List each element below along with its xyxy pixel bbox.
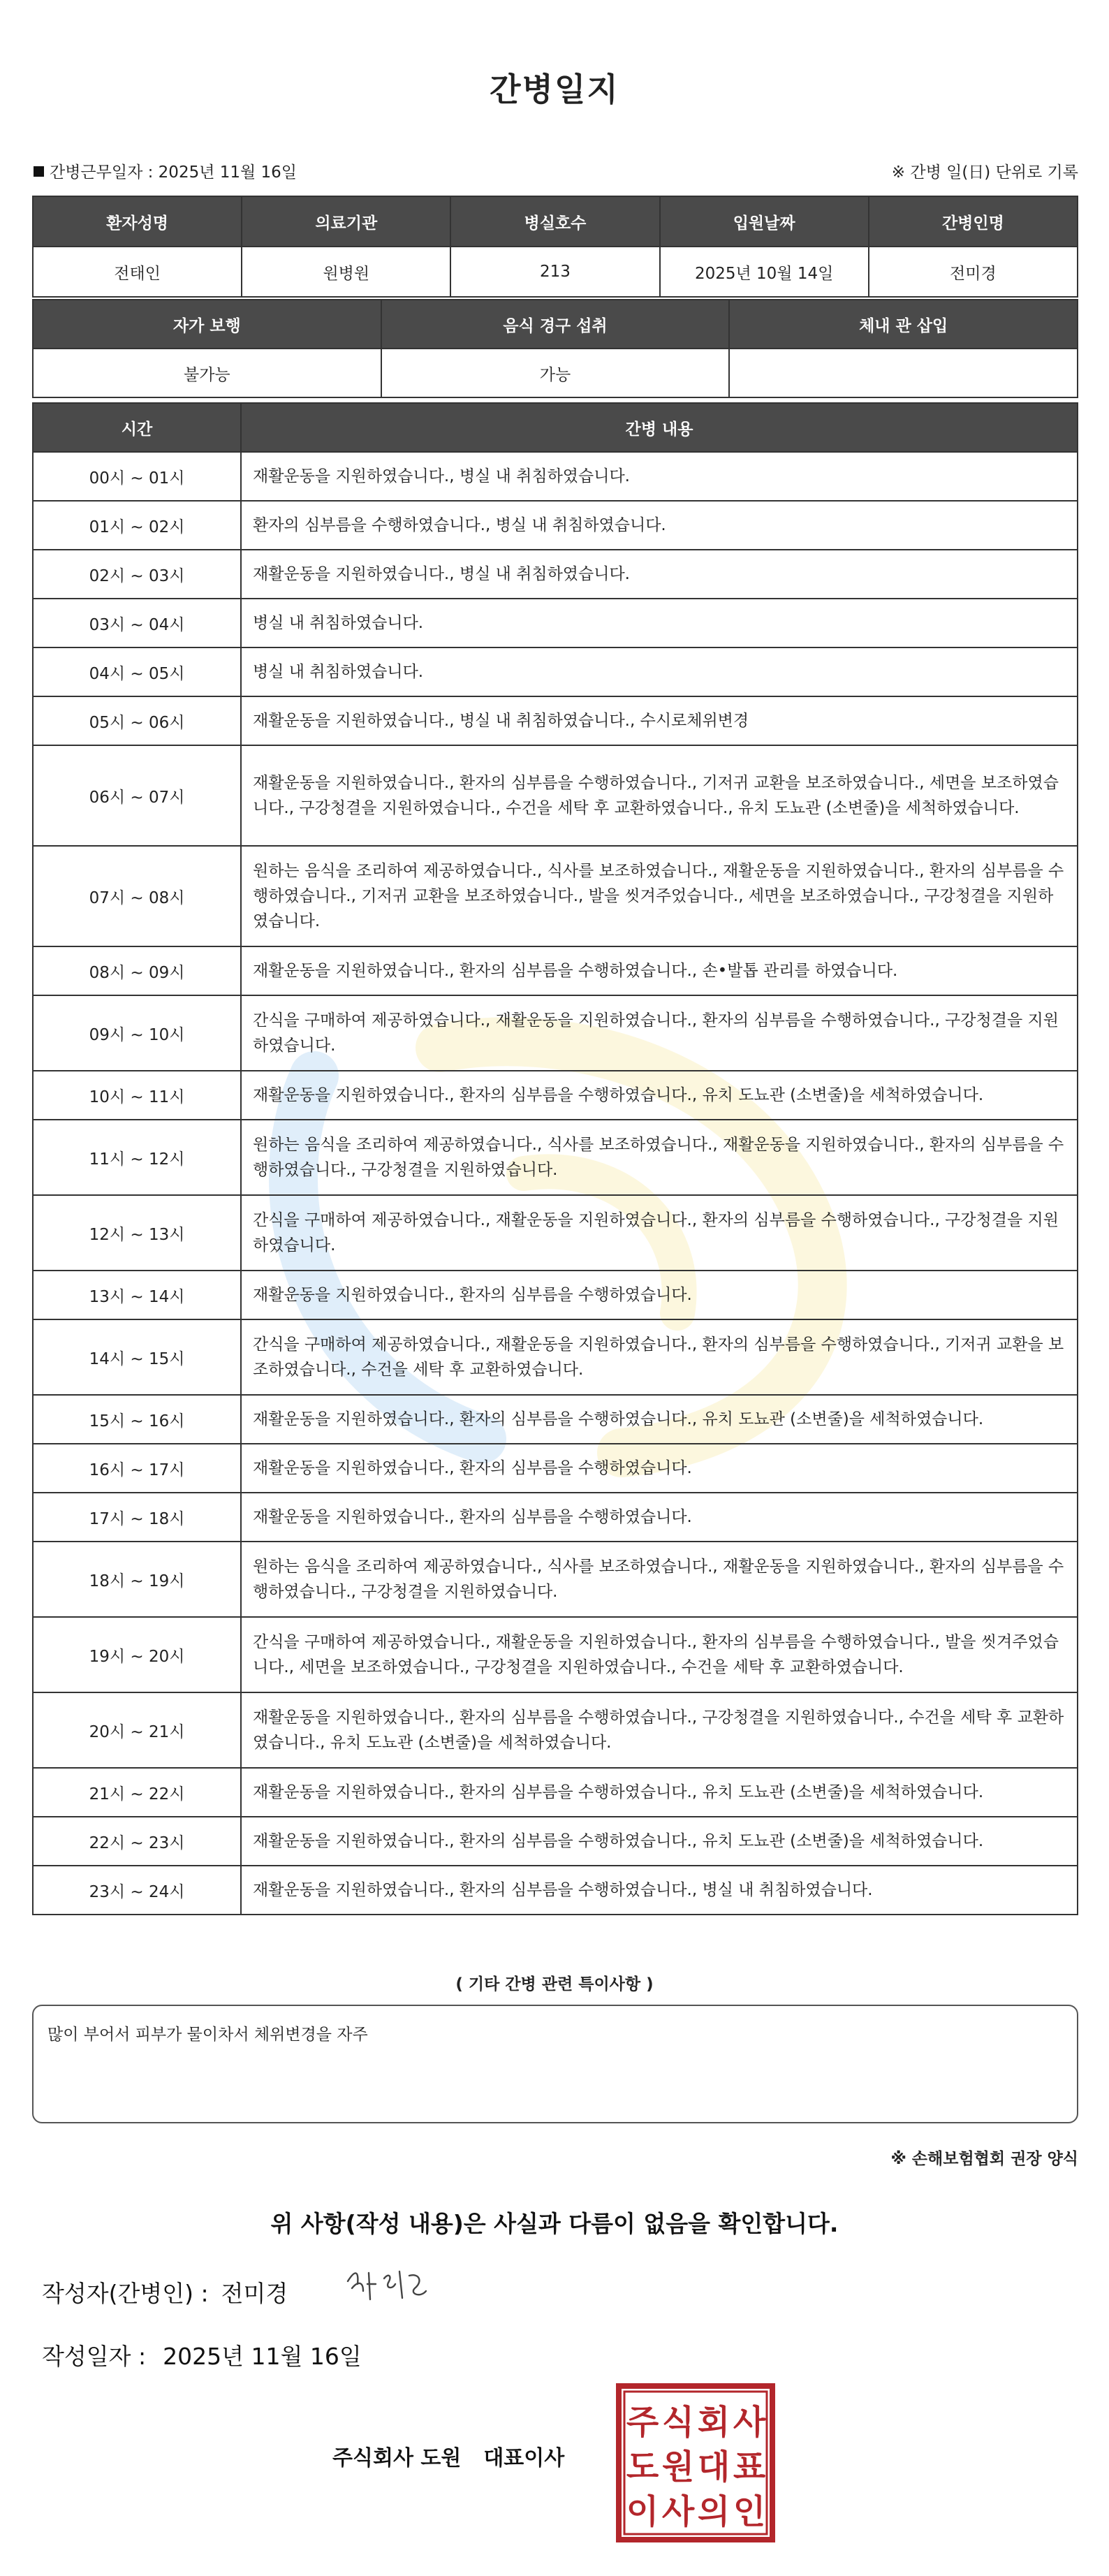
log-time: 18시 ~ 19시 <box>33 1542 241 1617</box>
log-row <box>33 452 1078 501</box>
log-row <box>33 946 1078 995</box>
room-number: 213 <box>450 247 659 297</box>
seal-char: 의 <box>697 2492 730 2531</box>
log-row <box>33 550 1078 599</box>
log-row <box>33 995 1078 1071</box>
log-time: 02시 ~ 03시 <box>33 550 241 599</box>
writer-label: 작성자(간병인) : <box>42 2280 209 2307</box>
status-value-row <box>33 349 1078 397</box>
log-time: 08시 ~ 09시 <box>33 946 241 995</box>
log-time: 22시 ~ 23시 <box>33 1817 241 1866</box>
confirmation-statement: 위 사항(작성 내용)은 사실과 다름이 없음을 확인합니다. <box>270 2210 839 2237</box>
seal-char: 인 <box>733 2492 766 2531</box>
log-row <box>33 846 1078 946</box>
seal-char: 사 <box>733 2403 766 2442</box>
work-date-label: 간병근무일자 : 2025년 11월 16일 <box>50 163 298 182</box>
writer-name: 전미경 <box>221 2280 288 2307</box>
log-time: 09시 ~ 10시 <box>33 995 241 1071</box>
notes-title: ( 기타 간병 관련 특이사항 ) <box>455 1975 654 1993</box>
form-note: ※ 손해보험협회 권장 양식 <box>890 2150 1078 2168</box>
log-row <box>33 1692 1078 1768</box>
status-header: 음식 경구 섭취 <box>381 300 730 349</box>
company-rep: 대표이사 <box>483 2446 565 2471</box>
patient-name: 전태인 <box>33 247 242 297</box>
log-time: 11시 ~ 12시 <box>33 1120 241 1195</box>
log-body <box>33 452 1078 1915</box>
status-header: 체내 관 삽입 <box>729 300 1078 349</box>
time-header: 시간 <box>33 403 241 452</box>
log-row <box>33 1319 1078 1395</box>
log-time: 04시 ~ 05시 <box>33 647 241 696</box>
seal-char: 주 <box>626 2403 659 2442</box>
log-row <box>33 1817 1078 1866</box>
log-time: 23시 ~ 24시 <box>33 1866 241 1915</box>
written-date-line <box>42 2339 362 2371</box>
log-time: 20시 ~ 21시 <box>33 1692 241 1768</box>
log-time: 10시 ~ 11시 <box>33 1071 241 1120</box>
info-header: 입원날짜 <box>660 196 869 247</box>
log-content: 병실 내 취침하였습니다. <box>241 647 1078 696</box>
seal-char: 대 <box>697 2447 730 2487</box>
patient-status-table <box>32 299 1078 398</box>
log-content: 간식을 구매하여 제공하였습니다., 재활운동을 지원하였습니다., 환자의 심부름을 수행하였습니다., 기저귀 교환을 보조하였습니다., 수건을 세탁 후 교환하였습니다. <box>241 1319 1078 1395</box>
log-content: 재활운동을 지원하였습니다., 환자의 심부름을 수행하였습니다., 유치 도뇨관 (소변줄)을 세척하였습니다. <box>241 1395 1078 1444</box>
log-content: 재활운동을 지원하였습니다., 병실 내 취침하였습니다. <box>241 452 1078 501</box>
log-row <box>33 1866 1078 1915</box>
info-header: 의료기관 <box>242 196 450 247</box>
log-content: 원하는 음식을 조리하여 제공하였습니다., 식사를 보조하였습니다., 재활운동을 지원하였습니다., 환자의 심부름을 수행하였습니다., 구강청결을 지원하였습니다. <box>241 1542 1078 1617</box>
log-content: 재활운동을 지원하였습니다., 환자의 심부름을 수행하였습니다. <box>241 1444 1078 1493</box>
unit-note: ※ 간병 일(日) 단위로 기록 <box>891 163 1078 182</box>
log-content: 간식을 구매하여 제공하였습니다., 재활운동을 지원하였습니다., 환자의 심부름을 수행하였습니다., 구강청결을 지원하였습니다. <box>241 1195 1078 1271</box>
company-line <box>332 2440 564 2471</box>
notes-text: 많이 부어서 피부가 물이차서 체위변경을 자주 <box>47 2026 368 2044</box>
log-content: 재활운동을 지원하였습니다., 환자의 심부름을 수행하였습니다., 유치 도뇨관 (소변줄)을 세척하였습니다. <box>241 1071 1078 1120</box>
oral-intake: 가능 <box>381 349 730 397</box>
writer-line <box>42 2276 288 2308</box>
log-content: 재활운동을 지원하였습니다., 환자의 심부름을 수행하였습니다. <box>241 1493 1078 1542</box>
log-content: 재활운동을 지원하였습니다., 병실 내 취침하였습니다., 수시로체위변경 <box>241 696 1078 745</box>
log-row <box>33 1493 1078 1542</box>
care-log-table <box>32 402 1078 1915</box>
info-header: 간병인명 <box>869 196 1078 247</box>
notes-box <box>32 2005 1078 2123</box>
log-content: 간식을 구매하여 제공하였습니다., 재활운동을 지원하였습니다., 환자의 심부름을 수행하였습니다., 구강청결을 지원하였습니다. <box>241 995 1078 1071</box>
log-time: 01시 ~ 02시 <box>33 501 241 550</box>
log-content: 재활운동을 지원하였습니다., 환자의 심부름을 수행하였습니다., 기저귀 교환을 보조하였습니다., 세면을 보조하였습니다., 구강청결을 지원하였습니다., 수건을 세탁 후 교환하였습니다., 유치 도뇨관 (소변줄)을 세척하였습니다. <box>241 745 1078 846</box>
log-time: 16시 ~ 17시 <box>33 1444 241 1493</box>
log-content: 간식을 구매하여 제공하였습니다., 재활운동을 지원하였습니다., 환자의 심부름을 수행하였습니다., 발을 씻겨주었습니다., 세면을 보조하였습니다., 구강청결을 지원하였습니다., 수건을 세탁 후 교환하였습니다. <box>241 1617 1078 1692</box>
log-time: 05시 ~ 06시 <box>33 696 241 745</box>
log-row <box>33 599 1078 647</box>
status-header-row <box>33 300 1078 349</box>
log-row <box>33 1195 1078 1271</box>
tube-insertion <box>729 349 1078 397</box>
seal-char: 이 <box>626 2492 659 2531</box>
log-time: 00시 ~ 01시 <box>33 452 241 501</box>
self-walking: 불가능 <box>33 349 381 397</box>
seal-char: 원 <box>661 2447 695 2487</box>
log-time: 12시 ~ 13시 <box>33 1195 241 1271</box>
seal-char: 표 <box>733 2447 766 2487</box>
log-row <box>33 1768 1078 1817</box>
page-title: 간병일지 <box>490 71 619 108</box>
seal-char: 식 <box>661 2403 695 2442</box>
log-row <box>33 501 1078 550</box>
log-row <box>33 1120 1078 1195</box>
seal-char: 회 <box>697 2403 730 2442</box>
log-time: 07시 ~ 08시 <box>33 846 241 946</box>
log-time: 17시 ~ 18시 <box>33 1493 241 1542</box>
company-name: 주식회사 도원 <box>332 2446 462 2471</box>
log-content: 재활운동을 지원하였습니다., 환자의 심부름을 수행하였습니다. <box>241 1271 1078 1319</box>
info-header: 병실호수 <box>450 196 659 247</box>
log-row <box>33 1071 1078 1120</box>
company-seal-stamp <box>615 2382 777 2544</box>
content-header: 간병 내용 <box>241 403 1078 452</box>
seal-char: 사 <box>661 2492 695 2531</box>
log-row <box>33 1444 1078 1493</box>
log-time: 15시 ~ 16시 <box>33 1395 241 1444</box>
log-time: 21시 ~ 22시 <box>33 1768 241 1817</box>
info-value-row <box>33 247 1078 297</box>
log-header-row <box>33 403 1078 452</box>
log-time: 03시 ~ 04시 <box>33 599 241 647</box>
log-content: 재활운동을 지원하였습니다., 환자의 심부름을 수행하였습니다., 구강청결을 지원하였습니다., 수건을 세탁 후 교환하였습니다., 유치 도뇨관 (소변줄)을 세척하였습니다. <box>241 1692 1078 1768</box>
log-row <box>33 1395 1078 1444</box>
log-row <box>33 1617 1078 1692</box>
status-header: 자가 보행 <box>33 300 381 349</box>
log-content: 재활운동을 지원하였습니다., 환자의 심부름을 수행하였습니다., 유치 도뇨관 (소변줄)을 세척하였습니다. <box>241 1768 1078 1817</box>
info-header: 환자성명 <box>33 196 242 247</box>
hospital: 원병원 <box>242 247 450 297</box>
log-row <box>33 696 1078 745</box>
seal-char: 도 <box>626 2447 659 2487</box>
signature-image <box>342 2260 433 2309</box>
log-time: 13시 ~ 14시 <box>33 1271 241 1319</box>
log-content: 재활운동을 지원하였습니다., 환자의 심부름을 수행하였습니다., 손•발톱 관리를 하였습니다. <box>241 946 1078 995</box>
log-content: 재활운동을 지원하였습니다., 병실 내 취침하였습니다. <box>241 550 1078 599</box>
log-row <box>33 745 1078 846</box>
written-date-label: 작성일자 : <box>42 2343 147 2370</box>
written-date-value: 2025년 11월 16일 <box>163 2343 362 2370</box>
log-content: 재활운동을 지원하였습니다., 환자의 심부름을 수행하였습니다., 유치 도뇨관 (소변줄)을 세척하였습니다. <box>241 1817 1078 1866</box>
log-content: 환자의 심부름을 수행하였습니다., 병실 내 취침하였습니다. <box>241 501 1078 550</box>
caregiver-name: 전미경 <box>869 247 1078 297</box>
log-content: 병실 내 취침하였습니다. <box>241 599 1078 647</box>
log-time: 14시 ~ 15시 <box>33 1319 241 1395</box>
info-header-row <box>33 196 1078 247</box>
log-row <box>33 1542 1078 1617</box>
work-date <box>34 159 297 182</box>
log-content: 원하는 음식을 조리하여 제공하였습니다., 식사를 보조하였습니다., 재활운동을 지원하였습니다., 환자의 심부름을 수행하였습니다., 구강청결을 지원하였습니다. <box>241 1120 1078 1195</box>
log-time: 19시 ~ 20시 <box>33 1617 241 1692</box>
log-row <box>33 1271 1078 1319</box>
log-row <box>33 647 1078 696</box>
log-content: 원하는 음식을 조리하여 제공하였습니다., 식사를 보조하였습니다., 재활운동을 지원하였습니다., 환자의 심부름을 수행하였습니다., 기저귀 교환을 보조하였습니다., 발을 씻겨주었습니다., 세면을 보조하였습니다., 구강청결을 지원하였습니다. <box>241 846 1078 946</box>
square-bullet-icon <box>34 166 44 177</box>
patient-info-table <box>32 196 1078 298</box>
log-content: 재활운동을 지원하였습니다., 환자의 심부름을 수행하였습니다., 병실 내 취침하였습니다. <box>241 1866 1078 1915</box>
admission-date: 2025년 10월 14일 <box>660 247 869 297</box>
log-time: 06시 ~ 07시 <box>33 745 241 846</box>
